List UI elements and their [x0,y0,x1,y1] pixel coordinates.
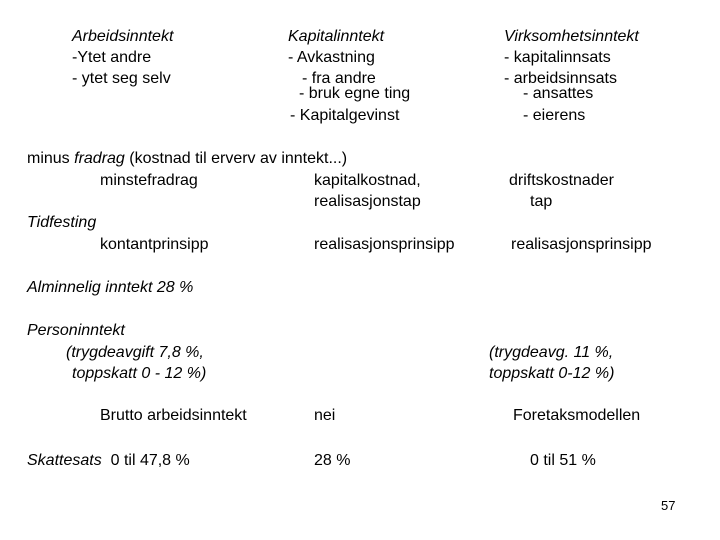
work-tax-rate: 0 til 47,8 % [110,452,190,469]
deductions-lead: minus [27,150,75,167]
business-timing: realisasjonsprinsipp [511,236,652,253]
general-income: Alminnelig inntekt 28 % [27,279,194,296]
capital-deduction: realisasjonstap [314,193,421,210]
work-income-line: -Ytet andre [72,49,152,66]
business-income-line: - kapitalinnsats [504,49,611,66]
tax-rate-label: Skattesats [27,452,102,469]
tax-rate-spacer [102,452,111,469]
tax-rate-row [27,451,190,470]
capital-income-heading: Kapitalinntekt [288,28,385,45]
business-gross: Foretaksmodellen [513,407,641,424]
business-personal-income-rate: toppskatt 0-12 %) [489,365,615,382]
deductions-line [27,149,347,168]
work-deduction: minstefradrag [100,172,198,189]
work-income-line: - ytet seg selv [72,70,171,87]
capital-income-line: - Kapitalgevinst [290,107,400,124]
capital-income-line: - bruk egne ting [299,85,411,102]
capital-tax-rate: 28 % [314,452,351,469]
business-deduction: driftskostnader [509,172,614,189]
deductions-term: fradrag [74,150,125,167]
work-gross: Brutto arbeidsinntekt [100,407,247,424]
work-personal-income-rate: toppskatt 0 - 12 %) [72,365,207,382]
deductions-rest: (kostnad til erverv av inntekt...) [124,150,348,167]
business-tax-rate: 0 til 51 % [530,452,596,469]
work-income-heading: Arbeidsinntekt [72,28,174,45]
capital-income-line: - fra andre [302,70,376,87]
business-income-line: - arbeidsinnsats [504,70,617,87]
capital-income-line: - Avkastning [288,49,375,66]
work-personal-income-rate: (trygdeavgift 7,8 %, [66,344,204,361]
business-income-line: - ansattes [523,85,594,102]
capital-deduction: kapitalkostnad, [314,172,421,189]
business-income-line: - eierens [523,107,586,124]
business-deduction: tap [530,193,553,210]
business-income-heading: Virksomhetsinntekt [504,28,639,45]
capital-timing: realisasjonsprinsipp [314,236,455,253]
work-timing: kontantprinsipp [100,236,209,253]
personal-income-heading: Personinntekt [27,322,125,339]
business-personal-income-rate: (trygdeavg. 11 %, [489,344,614,361]
capital-gross: nei [314,407,336,424]
page-number: 57 [661,498,676,513]
timing-heading: Tidfesting [27,214,97,231]
